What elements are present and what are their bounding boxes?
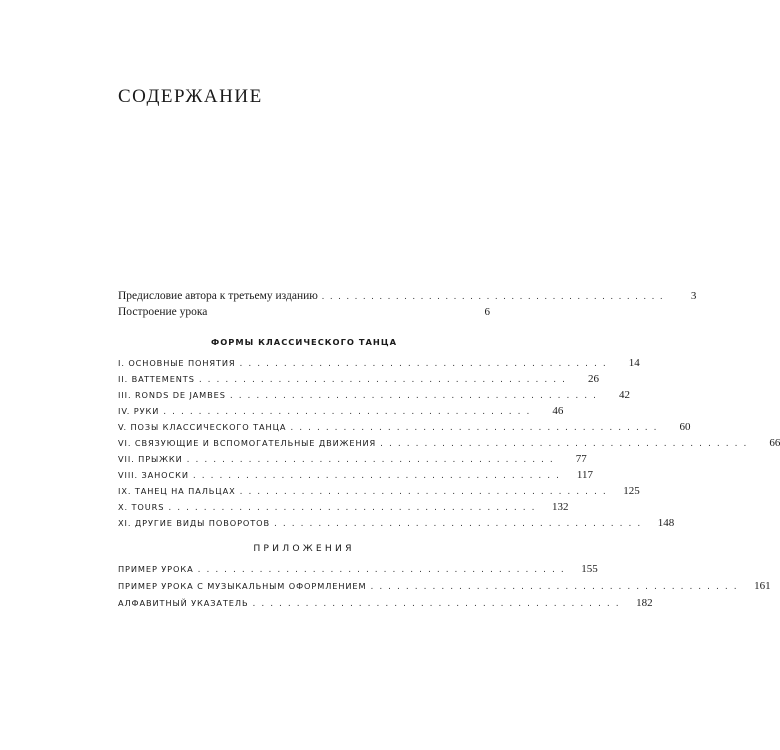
toc-entry-label: I. ОСНОВНЫЕ ПОНЯТИЯ: [118, 358, 236, 368]
toc-entry: [118, 357, 640, 373]
toc-entry: [118, 389, 630, 405]
toc-entry: [118, 453, 587, 469]
toc-entry: [118, 597, 653, 613]
leader-dots: ..........................................: [370, 582, 743, 592]
toc-entry: [118, 469, 594, 485]
toc-entry: [118, 485, 640, 501]
toc-entry: [118, 373, 599, 389]
toc-entry-page: 3: [690, 290, 697, 302]
leader-dots: ..........................................: [239, 359, 612, 369]
toc-entry-label: ПРИМЕР УРОКА: [118, 564, 194, 574]
toc-entry: [118, 437, 780, 453]
toc-entry-label: V. ПОЗЫ КЛАССИЧЕСКОГО ТАНЦА: [118, 422, 287, 432]
toc-entry-page: 125: [623, 485, 640, 497]
leader-dots: ..........................................: [186, 455, 559, 465]
toc-entry-label: IV. РУКИ: [118, 406, 160, 416]
toc-entry-page: 117: [576, 469, 594, 481]
toc-entry-page: 148: [657, 517, 675, 529]
toc-entry-label: АЛФАВИТНЫЙ УКАЗАТЕЛЬ: [118, 598, 249, 608]
leader-dots: ..........................................: [192, 471, 566, 481]
toc-entry-label: II. BATTEMENTS: [118, 374, 195, 384]
toc-entry: [118, 580, 771, 596]
toc-entry-label: Предисловие автора к третьему изданию: [118, 290, 318, 302]
toc-entry-page: 42: [618, 389, 630, 401]
toc-entry: [118, 421, 691, 437]
leader-dots: ..........................................: [198, 375, 571, 385]
section-heading-forms: ФОРМЫ КЛАССИЧЕСКОГО ТАНЦА: [211, 337, 397, 347]
toc-entry-page: 46: [552, 405, 564, 417]
toc-entry-page: 182: [636, 597, 653, 609]
leader-dots: ..........................................: [239, 487, 612, 497]
toc-entry-label: X. TOURS: [118, 502, 165, 512]
page-title: СОДЕРЖАНИЕ: [118, 86, 263, 107]
toc-entry-label: VIII. ЗАНОСКИ: [118, 470, 189, 480]
leader-dots: ..........................................: [229, 391, 602, 401]
toc-entry-lesson-structure: [118, 306, 490, 322]
leader-dots: ..........................................: [380, 439, 753, 449]
toc-entry-page: 132: [552, 501, 569, 513]
toc-entry-page: 77: [575, 453, 587, 465]
toc-entry-label: VII. ПРЫЖКИ: [118, 454, 183, 464]
toc-entry-page: 60: [679, 421, 691, 433]
toc-entry: [118, 405, 564, 421]
leader-dots: ..........................................: [274, 519, 647, 529]
toc-entry: [118, 501, 569, 517]
toc-entry: [118, 517, 675, 533]
toc-entry-page: 26: [587, 373, 599, 385]
toc-entry-page: 66: [769, 437, 780, 449]
leader-dots: ..........................................: [252, 599, 625, 609]
leader-dots: ..........................................: [197, 565, 570, 575]
toc-entry-label: Построение урока: [118, 306, 208, 318]
toc-entry-label: VI. СВЯЗУЮЩИЕ И ВСПОМОГАТЕЛЬНЫЕ ДВИЖЕНИЯ: [118, 438, 377, 448]
toc-entry-label: ПРИМЕР УРОКА С МУЗЫКАЛЬНЫМ ОФОРМЛЕНИЕМ: [118, 581, 367, 591]
toc-entry-preface: [118, 290, 697, 306]
section-heading-appendices: ПРИЛОЖЕНИЯ: [253, 543, 355, 554]
toc-entry-label: IX. ТАНЕЦ НА ПАЛЬЦАХ: [118, 486, 236, 496]
toc-entry-page: 6: [484, 306, 490, 318]
leader-dots: ..........................................: [290, 423, 663, 433]
leader-dots: ..........................................: [321, 291, 669, 301]
toc-entry: [118, 563, 598, 579]
toc-entry-page: 161: [754, 580, 771, 592]
toc-entry-label: XI. ДРУГИЕ ВИДЫ ПОВОРОТОВ: [118, 518, 271, 528]
toc-entry-page: 155: [581, 563, 598, 575]
leader-dots: ..........................................: [163, 407, 536, 417]
toc-entry-page: 14: [628, 357, 640, 369]
leader-dots: ..........................................: [168, 503, 541, 513]
toc-entry-label: III. RONDS DE JAMBES: [118, 390, 226, 400]
